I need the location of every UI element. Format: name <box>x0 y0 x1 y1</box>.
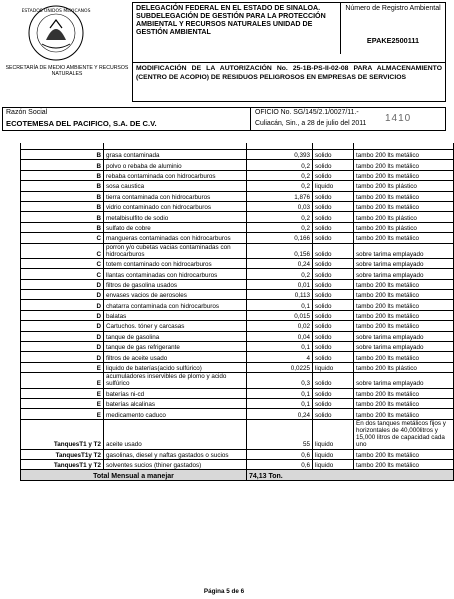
row-residuo: Cartuchos. tóner y carcasas <box>104 321 247 331</box>
row-category: D <box>21 342 104 352</box>
row-envase: tambo 200 lts metálico <box>354 300 454 310</box>
row-estado: solido <box>313 342 354 352</box>
row-estado: solido <box>313 269 354 279</box>
row-residuo: liquido de baterías(acido sulfúrico) <box>104 362 247 372</box>
row-category: D <box>21 310 104 320</box>
row-residuo: filtros de aceite usado <box>104 352 247 362</box>
row-envase: tambo 200 lts plástico <box>354 362 454 372</box>
row-envase: tambo 200 lts metálico <box>354 321 454 331</box>
row-category: B <box>21 212 104 222</box>
razon-social-divider <box>250 107 251 131</box>
row-category: E <box>21 388 104 398</box>
total-label: Total Mensual a manejar <box>21 470 247 480</box>
table-row <box>21 373 454 388</box>
table-row <box>21 300 454 310</box>
total-value: 74,13 Ton. <box>247 470 454 480</box>
row-cantidad: 0,01 <box>247 279 313 289</box>
row-residuo: porron y/o cubetas vacias contaminadas con hidrocarburos <box>104 243 247 258</box>
row-residuo: llantas contaminadas con hidrocarburos <box>104 269 247 279</box>
row-cantidad: 0,2 <box>247 222 313 232</box>
row-cantidad: 0,02 <box>247 321 313 331</box>
row-estado: solido <box>313 310 354 320</box>
row-category: TanquesT1 y T2 <box>21 460 104 470</box>
table-row <box>21 362 454 372</box>
oficio-number: OFICIO No. SG/145/2.1/0027/11.- <box>255 109 359 116</box>
svg-text:ESTADOS UNIDOS MEXICANOS: ESTADOS UNIDOS MEXICANOS <box>21 9 91 14</box>
row-cantidad: 0,1 <box>247 342 313 352</box>
table-row <box>21 321 454 331</box>
row-envase: sobre tarima emplayado <box>354 373 454 388</box>
table-row <box>21 150 454 160</box>
row-cantidad: 0,156 <box>247 243 313 258</box>
row-cantidad: 0,166 <box>247 233 313 243</box>
row-estado: liquido <box>313 419 354 449</box>
secretaria-label: SECRETARÍA DE MEDIO AMBIENTE Y RECURSOS NATURALES <box>5 65 129 77</box>
row-category: E <box>21 399 104 409</box>
row-category: D <box>21 290 104 300</box>
row-estado: liquido <box>313 449 354 459</box>
table-row <box>21 222 454 232</box>
row-envase: sobre tarima emplayado <box>354 342 454 352</box>
row-envase: tambo 200 lts metálico <box>354 352 454 362</box>
table-row <box>21 212 454 222</box>
table-row <box>21 279 454 289</box>
row-estado: solido <box>313 399 354 409</box>
row-residuo: chatarra contaminada con hidrocarburos <box>104 300 247 310</box>
row-category: TanquesT1y T2 <box>21 449 104 459</box>
row-envase: tambo 200 lts plástico <box>354 222 454 232</box>
row-estado: solido <box>313 243 354 258</box>
row-estado: solido <box>313 331 354 341</box>
row-cantidad: 0,015 <box>247 310 313 320</box>
row-envase: En dos tanques metálicos fijos y horizontales de 40,000litros y 15,000 litros de capacidad cada uno <box>354 419 454 449</box>
row-envase: tambo 200 lts plástico <box>354 212 454 222</box>
row-envase: tambo 200 lts metálico <box>354 150 454 160</box>
row-residuo: tierra contaminada con hidrocarburos <box>104 191 247 201</box>
registro-label: Número de Registro Ambiental <box>345 5 441 12</box>
table-row <box>21 449 454 459</box>
table-row <box>21 269 454 279</box>
table-row <box>21 409 454 419</box>
row-residuo: filtros de gasolina usados <box>104 279 247 289</box>
row-envase: sobre tarima emplayado <box>354 258 454 268</box>
row-cantidad: 0,6 <box>247 460 313 470</box>
row-category: C <box>21 269 104 279</box>
row-cantidad: 0,1 <box>247 388 313 398</box>
row-estado: liquido <box>313 362 354 372</box>
row-envase: tambo 200 lts plástico <box>354 181 454 191</box>
row-cantidad: 0,1 <box>247 300 313 310</box>
row-category: C <box>21 258 104 268</box>
table-row <box>21 342 454 352</box>
table-row <box>21 310 454 320</box>
row-estado: solido <box>313 233 354 243</box>
row-cantidad: 0,2 <box>247 181 313 191</box>
row-residuo: mangueras contaminadas con hidrocarburos <box>104 233 247 243</box>
row-cantidad: 0,04 <box>247 331 313 341</box>
row-envase: tambo 200 lts metálico <box>354 388 454 398</box>
row-category: E <box>21 373 104 388</box>
delegacion-title: DELEGACIÓN FEDERAL EN EL ESTADO DE SINALOA. SUBDELEGACIÓN DE GESTIÓN PARA LA PROTECCIÓN AMBIENTAL Y RECURSOS NATURALES UNIDAD DE GESTIÓN AMBIENTAL <box>136 4 326 36</box>
row-estado: liquido <box>313 181 354 191</box>
row-residuo: baterías ni-cd <box>104 388 247 398</box>
row-estado: solido <box>313 258 354 268</box>
row-estado: solido <box>313 212 354 222</box>
table-row <box>21 388 454 398</box>
row-estado: solido <box>313 321 354 331</box>
row-residuo: medicamento caduco <box>104 409 247 419</box>
row-cantidad: 0,1 <box>247 399 313 409</box>
row-estado: solido <box>313 300 354 310</box>
row-estado: liquido <box>313 460 354 470</box>
row-envase: sobre tarima emplayado <box>354 331 454 341</box>
row-cantidad: 0,2 <box>247 160 313 170</box>
row-category: B <box>21 150 104 160</box>
row-residuo: gasolinas, diesel y naftas gastados o sucios <box>104 449 247 459</box>
row-cantidad: 4 <box>247 352 313 362</box>
row-estado: solido <box>313 191 354 201</box>
table-row <box>21 233 454 243</box>
residuos-table <box>20 143 446 577</box>
table-row <box>21 181 454 191</box>
row-category: C <box>21 233 104 243</box>
table-row <box>21 170 454 180</box>
row-estado: solido <box>313 150 354 160</box>
header-divider <box>132 62 446 63</box>
row-category: B <box>21 191 104 201</box>
stamp-number: 1410 <box>385 113 412 124</box>
row-category: B <box>21 201 104 211</box>
row-category: TanquesT1 y T2 <box>21 419 104 449</box>
row-envase: tambo 200 lts metálico <box>354 201 454 211</box>
row-cantidad: 0,393 <box>247 150 313 160</box>
row-cantidad: 0,03 <box>247 201 313 211</box>
table-row <box>21 331 454 341</box>
row-category: D <box>21 331 104 341</box>
row-estado: solido <box>313 222 354 232</box>
row-estado: solido <box>313 201 354 211</box>
row-estado: solido <box>313 170 354 180</box>
row-residuo: sosa caustica <box>104 181 247 191</box>
table-row <box>21 243 454 258</box>
row-category: D <box>21 321 104 331</box>
table-row <box>21 290 454 300</box>
total-row <box>21 470 454 480</box>
row-envase: tambo 200 lts metálico <box>354 233 454 243</box>
row-residuo: vidrio contaminado con hidrocarburos <box>104 201 247 211</box>
row-cantidad: 0,24 <box>247 258 313 268</box>
row-residuo: metalbisulfito de sodio <box>104 212 247 222</box>
row-estado: solido <box>313 388 354 398</box>
table-row <box>21 258 454 268</box>
row-estado: solido <box>313 373 354 388</box>
row-envase: tambo 200 lts metálico <box>354 399 454 409</box>
row-category: D <box>21 352 104 362</box>
row-residuo: grasa contaminada <box>104 150 247 160</box>
row-envase: sobre tarima emplayado <box>354 243 454 258</box>
row-estado: solido <box>313 279 354 289</box>
table-row <box>21 191 454 201</box>
razon-social-value: ECOTEMESA DEL PACIFICO, S.A. DE C.V. <box>6 119 157 128</box>
row-residuo: envases vacios de aerosoles <box>104 290 247 300</box>
row-cantidad: 0,2 <box>247 269 313 279</box>
row-envase: tambo 200 lts metálico <box>354 290 454 300</box>
row-envase: tambo 200 lts metálico <box>354 279 454 289</box>
row-cantidad: 0,0225 <box>247 362 313 372</box>
row-residuo: tanque de gas refrigerante <box>104 342 247 352</box>
row-cantidad: 0,113 <box>247 290 313 300</box>
row-residuo: balatas <box>104 310 247 320</box>
row-residuo: polvo o rebaba de aluminio <box>104 160 247 170</box>
row-category: B <box>21 160 104 170</box>
subject-title: MODIFICACIÓN DE LA AUTORIZACIÓN No. 25-1B-PS-II-02-08 PARA ALMACENAMIENTO (CENTRO DE ACOPIO) DE RESIDUOS PELIGROSOS EN EMPRESAS DE SERVICIOS <box>136 65 442 81</box>
row-residuo: sulfato de cobre <box>104 222 247 232</box>
row-category: C <box>21 243 104 258</box>
row-residuo: aceite usado <box>104 419 247 449</box>
row-envase: tambo 200 lts metálico <box>354 170 454 180</box>
row-envase: tambo 200 lts metálico <box>354 191 454 201</box>
row-cantidad: 0,2 <box>247 212 313 222</box>
row-category: D <box>21 300 104 310</box>
page-number: Página 5 de 6 <box>203 588 245 595</box>
row-cantidad: 1,876 <box>247 191 313 201</box>
registro-value: EPAKE2500111 <box>366 36 420 45</box>
row-cantidad: 0,3 <box>247 373 313 388</box>
table-row <box>21 352 454 362</box>
row-estado: solido <box>313 409 354 419</box>
row-category: B <box>21 170 104 180</box>
table-row <box>21 160 454 170</box>
row-category: E <box>21 362 104 372</box>
row-envase: tambo 200 lts metálico <box>354 409 454 419</box>
row-residuo: acumuladores inservibles de plomo y acido sulfúrico <box>104 373 247 388</box>
row-envase: tambo 200 lts metálico <box>354 160 454 170</box>
row-residuo: rebaba contaminada con hidrocarburos <box>104 170 247 180</box>
row-residuo: solventes sucios (thiner gastados) <box>104 460 247 470</box>
row-residuo: totem contaminado con hidrocarburos <box>104 258 247 268</box>
razon-social-label: Razón Social <box>6 109 48 116</box>
table-row <box>21 460 454 470</box>
row-estado: solido <box>313 160 354 170</box>
oficio-date: Culiacán, Sin., a 28 de julio del 2011 <box>255 120 367 127</box>
row-category: B <box>21 181 104 191</box>
row-residuo: tanque de gasolina <box>104 331 247 341</box>
row-envase: tambo 200 lts metálico <box>354 449 454 459</box>
row-residuo: baterías alcalinas <box>104 399 247 409</box>
row-envase: sobre tarima emplayado <box>354 269 454 279</box>
table-row <box>21 419 454 449</box>
row-envase: tambo 200 lts metálico <box>354 460 454 470</box>
row-cantidad: 0,2 <box>247 170 313 180</box>
table-row <box>21 399 454 409</box>
table-row <box>21 201 454 211</box>
mexican-seal-icon <box>21 4 91 62</box>
row-envase: tambo 200 lts metálico <box>354 310 454 320</box>
row-cantidad: 0,6 <box>247 449 313 459</box>
row-estado: solido <box>313 290 354 300</box>
row-cantidad: 0,24 <box>247 409 313 419</box>
row-cantidad: 55 <box>247 419 313 449</box>
row-estado: solido <box>313 352 354 362</box>
row-category: E <box>21 409 104 419</box>
row-category: B <box>21 222 104 232</box>
row-category: D <box>21 279 104 289</box>
